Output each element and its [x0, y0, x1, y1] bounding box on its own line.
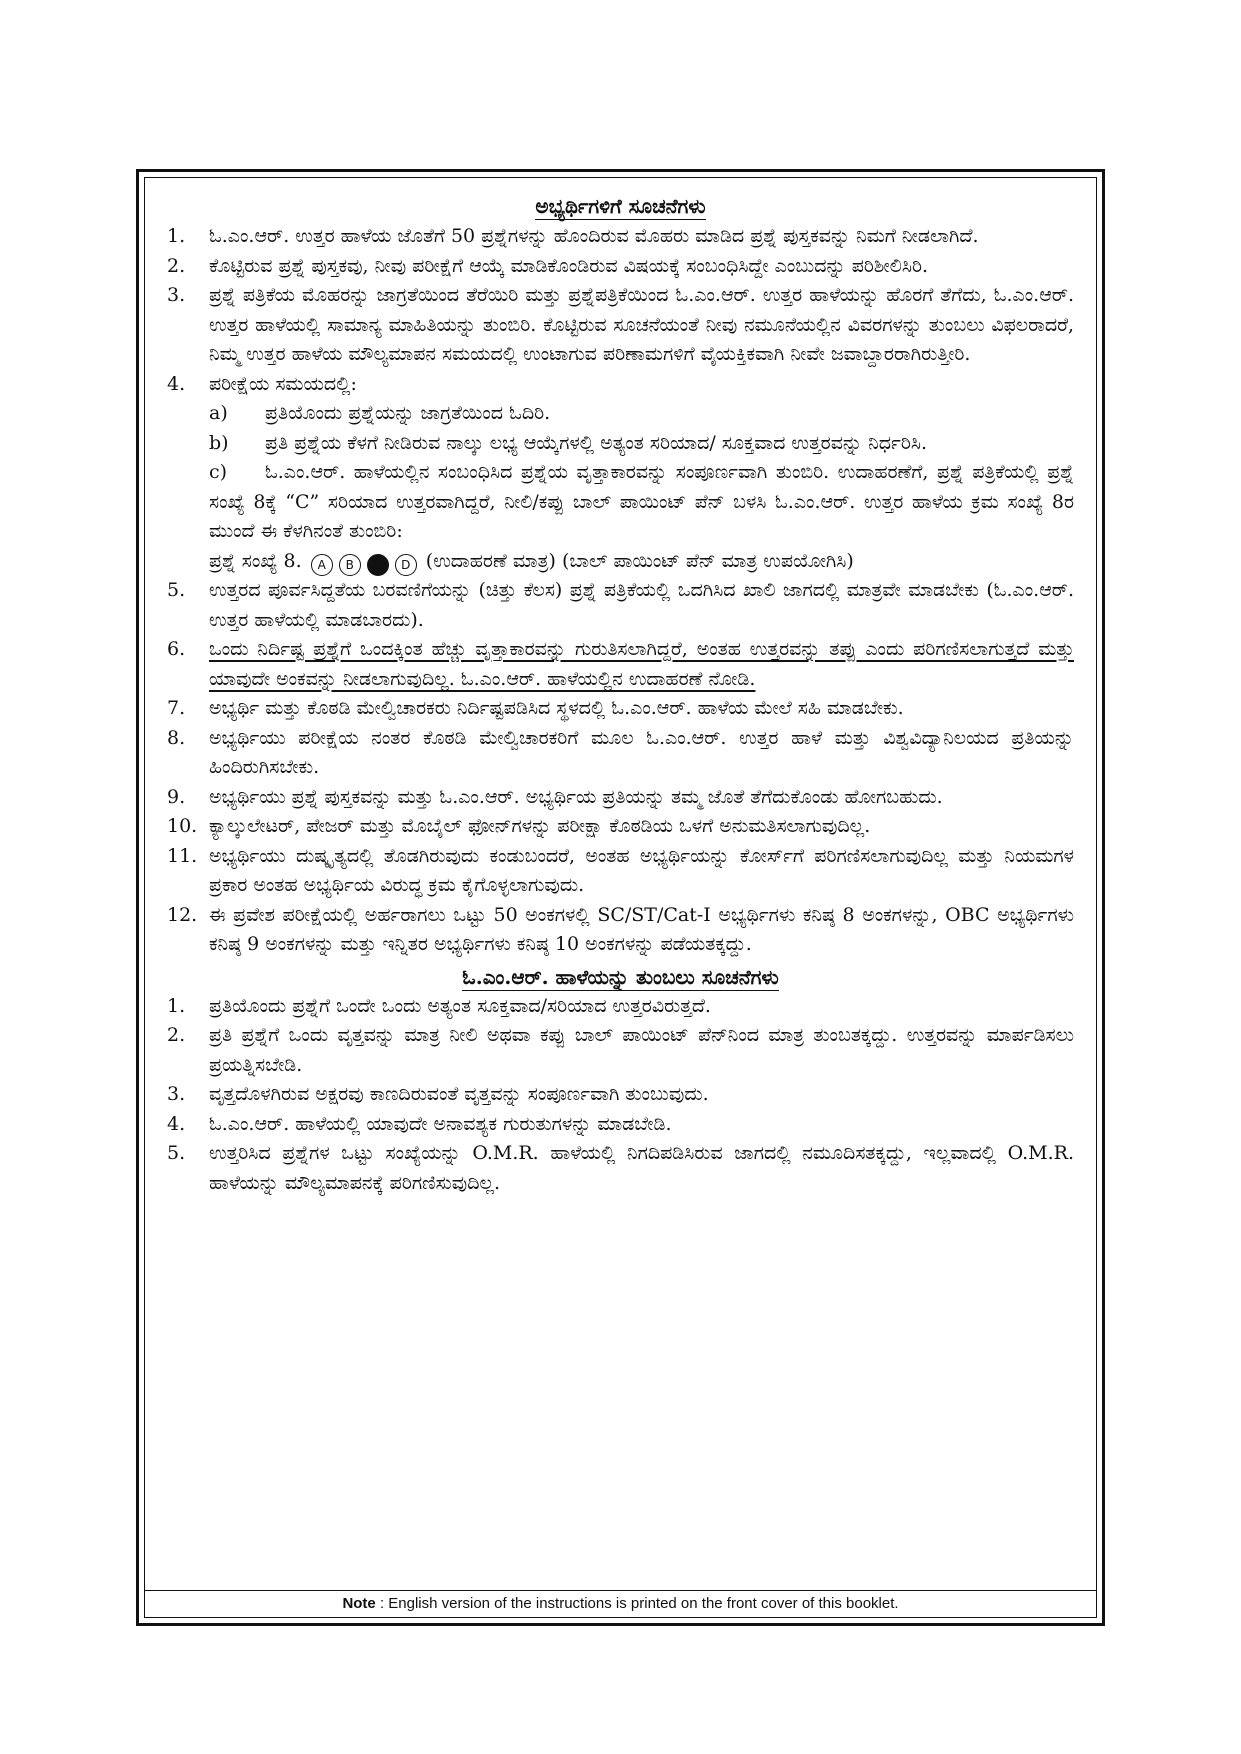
instruction-item-number: 4.: [167, 372, 186, 395]
note-footer: [145, 1590, 1096, 1617]
instruction-item-text: ಅಭ್ಯರ್ಥಿಯು ಪರೀಕ್ಷೆಯ ನಂತರ ಕೊಠಡಿ ಮೇಲ್ವಿಚಾರಕರಿಗೆ ಮೂಲ ಓ.ಎಂ.ಆರ್. ಉತ್ತರ ಹಾಳೆ ಮತ್ತು ವಿಶ್ವವಿದ್ಯಾನಿಲಯದ ಪ್ರತಿಯನ್ನು ಹಿಂದಿರುಗಿಸಬೇಕು.: [209, 726, 1074, 778]
omr-instruction-item: [167, 1080, 1074, 1110]
omr-instruction-item-text: ಪ್ರತಿಯೊಂದು ಪ್ರಶ್ನೆಗೆ ಒಂದೇ ಒಂದು ಅತ್ಯಂತ ಸೂಕ್ತವಾದ/ಸರಿಯಾದ ಉತ್ತರವಿರುತ್ತದೆ.: [209, 994, 711, 1017]
instruction-item-text: ಈ ಪ್ರವೇಶ ಪರೀಕ್ಷೆಯಲ್ಲಿ ಅರ್ಹರಾಗಲು ಒಟ್ಟು 50 ಅಂಕಗಳಲ್ಲಿ SC/ST/Cat-I ಅಭ್ಯರ್ಥಿಗಳು ಕನಿಷ್ಠ 8 ಅಂಕಗಳನ್ನು, OBC ಅಭ್ಯರ್ಥಿಗಳು ಕನಿಷ್ಠ 9 ಅಂಕಗಳನ್ನು ಮತ್ತು ಇನ್ನಿತರ ಅಭ್ಯರ್ಥಿಗಳು ಕನಿಷ್ಠ 10 ಅಂಕಗಳನ್ನು ಪಡೆಯತಕ್ಕದ್ದು.: [209, 903, 1074, 955]
instruction-item-number: 3.: [167, 284, 186, 306]
instruction-item-text: ಅಭ್ಯರ್ಥಿ ಮತ್ತು ಕೊಠಡಿ ಮೇಲ್ವಿಚಾರಕರು ನಿರ್ದಿಷ್ಟಪಡಿಸಿದ ಸ್ಥಳದಲ್ಲಿ ಓ.ಎಂ.ಆರ್. ಹಾಳೆಯ ಮೇಲೆ ಸಹಿ ಮಾಡಬೇಕು.: [209, 697, 904, 719]
omr-instruction-item-text: ಉತ್ತರಿಸಿದ ಪ್ರಶ್ನೆಗಳ ಒಟ್ಟು ಸಂಖ್ಯೆಯನ್ನು O.M.R. ಹಾಳೆಯಲ್ಲಿ ನಿಗದಿಪಡಿಸಿರುವ ಜಾಗದಲ್ಲಿ ನಮೂದಿಸತಕ್ಕದ್ದು, ಇಲ್ಲವಾದಲ್ಲಿ O.M.R. ಹಾಳೆಯನ್ನು ಮೌಲ್ಯಮಾಪನಕ್ಕೆ ಪರಿಗಣಿಸುವುದಿಲ್ಲ.: [209, 1142, 1074, 1194]
note-text: : English version of the instructions is printed on the front cover of this booklet.: [375, 1595, 899, 1612]
instruction-item-text: ಓ.ಎಂ.ಆರ್. ಉತ್ತರ ಹಾಳೆಯ ಜೊತೆಗೆ 50 ಪ್ರಶ್ನೆಗಳನ್ನು ಹೊಂದಿರುವ ಮೊಹರು ಮಾಡಿದ ಪ್ರಶ್ನೆ ಪುಸ್ತಕವನ್ನು ನಿಮಗೆ ನೀಡಲಾಗಿದೆ.: [209, 225, 979, 247]
omr-instruction-item-text: ವೃತ್ತದೊಳಗಿರುವ ಅಕ್ಷರವು ಕಾಣದಿರುವಂತೆ ವೃತ್ತವನ್ನು ಸಂಪೂರ್ಣವಾಗಿ ತುಂಬುವುದು.: [209, 1083, 709, 1105]
instruction-item: [167, 281, 1074, 370]
instruction-item: [167, 222, 1074, 252]
item-4c: [167, 458, 1074, 547]
item-4b-text: ಪ್ರತಿ ಪ್ರಶ್ನೆಯ ಕೆಳಗೆ ನೀಡಿರುವ ನಾಲ್ಕು ಲಭ್ಯ ಆಯ್ಕೆಗಳಲ್ಲಿ ಅತ್ಯಂತ ಸರಿಯಾದ/ ಸೂಕ್ತವಾದ ಉತ್ತರವನ್ನು ನಿರ್ಧರಿಸಿ.: [265, 431, 927, 454]
instruction-item: [167, 783, 1074, 813]
instruction-item-number: 5.: [167, 579, 186, 601]
example-suffix: (ಉದಾಹರಣೆ ಮಾತ್ರ) (ಬಾಲ್ ಪಾಯಿಂಟ್ ಪೆನ್ ಮಾತ್ರ ಉಪಯೋಗಿಸಿ): [425, 549, 854, 572]
instruction-item: [167, 901, 1074, 960]
item-4b-label: b): [209, 431, 229, 454]
instruction-item-number: 2.: [167, 254, 186, 277]
instruction-item-number: 8.: [167, 726, 186, 749]
item-4c-text: ಓ.ಎಂ.ಆರ್. ಹಾಳೆಯಲ್ಲಿನ ಸಂಬಂಧಿಸಿದ ಪ್ರಶ್ನೆಯ ವೃತ್ತಾಕಾರವನ್ನು ಸಂಪೂರ್ಣವಾಗಿ ತುಂಬಿರಿ. ಉದಾಹರಣೆಗೆ, ಪ್ರಶ್ನೆ ಪತ್ರಿಕೆಯಲ್ಲಿ ಪ್ರಶ್ನೆ ಸಂಖ್ಯೆ 8ಕ್ಕೆ “C” ಸರಿಯಾದ ಉತ್ತರವಾಗಿದ್ದರೆ, ನೀಲಿ/ಕಪ್ಪು ಬಾಲ್ ಪಾಯಿಂಟ್ ಪೆನ್ ಬಳಸಿ ಓ.ಎಂ.ಆರ್. ಉತ್ತರ ಹಾಳೆಯ ಕ್ರಮ ಸಂಖ್ಯೆ 8ರ ಮುಂದೆ ಈ ಕೆಳಗಿನಂತೆ ತುಂಬಿರಿ:: [209, 461, 1074, 542]
omr-instruction-item-number: 3.: [167, 1083, 186, 1105]
omr-instruction-item-text: ಓ.ಎಂ.ಆರ್. ಹಾಳೆಯಲ್ಲಿ ಯಾವುದೇ ಅನಾವಶ್ಯಕ ಗುರುತುಗಳನ್ನು ಮಾಡಬೇಡಿ.: [209, 1112, 672, 1135]
instruction-item: [167, 724, 1074, 783]
bubble-c-filled-icon: C: [367, 554, 389, 576]
instruction-item-number: 1.: [167, 225, 186, 247]
instruction-item-text: ಪರೀಕ್ಷೆಯ ಸಮಯದಲ್ಲಿ:: [209, 372, 357, 395]
item-4b: [167, 429, 1074, 459]
omr-instruction-item: [167, 1139, 1074, 1198]
item-4a-text: ಪ್ರತಿಯೊಂದು ಪ್ರಶ್ನೆಯನ್ನು ಜಾಗ್ರತೆಯಿಂದ ಓದಿರಿ.: [265, 402, 551, 424]
instruction-list-1: [167, 222, 1074, 399]
instruction-box: [136, 169, 1105, 1626]
instruction-item-text: ಪ್ರಶ್ನೆ ಪತ್ರಿಕೆಯ ಮೊಹರನ್ನು ಜಾಗ್ರತೆಯಿಂದ ತೆರೆಯಿರಿ ಮತ್ತು ಪ್ರಶ್ನೆಪತ್ರಿಕೆಯಿಂದ ಓ.ಎಂ.ಆರ್. ಉತ್ತರ ಹಾಳೆಯನ್ನು ಹೊರಗೆ ತೆಗೆದು, ಓ.ಎಂ.ಆರ್. ಉತ್ತರ ಹಾಳೆಯಲ್ಲಿ ಸಾಮಾನ್ಯ ಮಾಹಿತಿಯನ್ನು ತುಂಬಿರಿ. ಕೊಟ್ಟಿರುವ ಸೂಚನೆಯಂತೆ ನೀವು ನಮೂನೆಯಲ್ಲಿನ ವಿವರಗಳನ್ನು ತುಂಬಲು ವಿಫಲರಾದರೆ, ನಿಮ್ಮ ಉತ್ತರ ಹಾಳೆಯ ಮೌಲ್ಯಮಾಪನ ಸಮಯದಲ್ಲಿ ಉಂಟಾಗುವ ಪರಿಣಾಮಗಳಿಗೆ ವೈಯಕ್ತಿಕವಾಗಿ ನೀವೇ ಜವಾಬ್ದಾರರಾಗಿರುತ್ತೀರಿ.: [209, 284, 1074, 365]
instruction-item-text: ಉತ್ತರದ ಪೂರ್ವಸಿದ್ದತೆಯ ಬರವಣಿಗೆಯನ್ನು (ಚಿತ್ತು ಕೆಲಸ) ಪ್ರಶ್ನೆ ಪತ್ರಿಕೆಯಲ್ಲಿ ಒದಗಿಸಿದ ಖಾಲಿ ಜಾಗದಲ್ಲಿ ಮಾತ್ರವೇ ಮಾಡಬೇಕು (ಓ.ಎಂ.ಆರ್. ಉತ್ತರ ಹಾಳೆಯಲ್ಲಿ ಮಾಡಬಾರದು).: [209, 579, 1074, 631]
instruction-box-inner: [144, 177, 1097, 1618]
instructions-content: [167, 192, 1074, 1198]
example-prefix: ಪ್ರಶ್ನೆ ಸಂಖ್ಯೆ 8.: [209, 549, 302, 572]
omr-instruction-item-number: 1.: [167, 994, 186, 1017]
instruction-item-text: ಒಂದು ನಿರ್ದಿಷ್ಟ ಪ್ರಶ್ನೆಗೆ ಒಂದಕ್ಕಿಂತ ಹೆಚ್ಚು ವೃತ್ತಾಕಾರವನ್ನು ಗುರುತಿಸಲಾಗಿದ್ದರೆ, ಅಂತಹ ಉತ್ತರವನ್ನು ತಪ್ಪು ಎಂದು ಪರಿಗಣಿಸಲಾಗುತ್ತದೆ ಮತ್ತು ಯಾವುದೇ ಅಂಕವನ್ನು ನೀಡಲಾಗುವುದಿಲ್ಲ. ಓ.ಎಂ.ಆರ್. ಹಾಳೆಯಲ್ಲಿನ ಉದಾಹರಣೆ ನೋಡಿ.: [209, 638, 1074, 690]
omr-instruction-item: [167, 1021, 1074, 1080]
instruction-item: [167, 252, 1074, 282]
omr-instruction-item-text: ಪ್ರತಿ ಪ್ರಶ್ನೆಗೆ ಒಂದು ವೃತ್ತವನ್ನು ಮಾತ್ರ ನೀಲಿ ಅಥವಾ ಕಪ್ಪು ಬಾಲ್ ಪಾಯಿಂಟ್ ಪೆನ್‌ನಿಂದ ಮಾತ್ರ ತುಂಬತಕ್ಕದ್ದು. ಉತ್ತರವನ್ನು ಮಾರ್ಪಡಿಸಲು ಪ್ರಯತ್ನಿಸಬೇಡಿ.: [209, 1024, 1074, 1076]
instruction-item-number: 12.: [167, 903, 198, 926]
item-4a-label: a): [209, 402, 228, 424]
instruction-list-2: [167, 576, 1074, 960]
instruction-item-text: ಅಭ್ಯರ್ಥಿಯು ದುಷ್ಕೃತ್ಯದಲ್ಲಿ ತೊಡಗಿರುವುದು ಕಂಡುಬಂದರೆ, ಅಂತಹ ಅಭ್ಯರ್ಥಿಯನ್ನು ಕೋರ್ಸ್‌ಗೆ ಪರಿಗಣಿಸಲಾಗುವುದಿಲ್ಲ ಮತ್ತು ನಿಯಮಗಳ ಪ್ರಕಾರ ಅಂತಹ ಅಭ್ಯರ್ಥಿಯ ವಿರುದ್ಧ ಕ್ರಮ ಕೈಗೊಳ್ಳಲಾಗುವುದು.: [209, 844, 1074, 896]
heading-omr-instructions: ಓ.ಎಂ.ಆರ್. ಹಾಳೆಯನ್ನು ತುಂಬಲು ಸೂಚನೆಗಳು: [462, 964, 779, 989]
bubble-b-icon: B: [339, 554, 361, 576]
note-label: Note: [342, 1595, 376, 1612]
instruction-item-text: ಕ್ಯಾಲ್ಕುಲೇಟರ್, ಪೇಜರ್ ಮತ್ತು ಮೊಬೈಲ್ ಫೋನ್‌ಗಳನ್ನು ಪರೀಕ್ಷಾ ಕೊಠಡಿಯ ಒಳಗೆ ಅನುಮತಿಸಲಾಗುವುದಿಲ್ಲ.: [209, 815, 871, 837]
instruction-item: [167, 576, 1074, 635]
instruction-item-number: 11.: [167, 844, 198, 867]
omr-instruction-item-number: 4.: [167, 1112, 186, 1135]
omr-instruction-item-number: 2.: [167, 1024, 186, 1046]
instruction-item-text: ಕೊಟ್ಟಿರುವ ಪ್ರಶ್ನೆ ಪುಸ್ತಕವು, ನೀವು ಪರೀಕ್ಷೆಗೆ ಆಯ್ಕೆ ಮಾಡಿಕೊಂಡಿರುವ ವಿಷಯಕ್ಕೆ ಸಂಬಂಧಿಸಿದ್ದೇ ಎಂಬುದನ್ನು ಪರಿಶೀಲಿಸಿರಿ.: [209, 254, 929, 277]
instruction-item-number: 10.: [167, 815, 198, 837]
item-4c-label: c): [209, 461, 228, 483]
instruction-item: [167, 842, 1074, 901]
instruction-item-text: ಅಭ್ಯರ್ಥಿಯು ಪ್ರಶ್ನೆ ಪುಸ್ತಕವನ್ನು ಮತ್ತು ಓ.ಎಂ.ಆರ್. ಅಭ್ಯರ್ಥಿಯ ಪ್ರತಿಯನ್ನು ತಮ್ಮ ಜೊತೆ ತೆಗೆದುಕೊಂಡು ಹೋಗಬಹುದು.: [209, 785, 943, 808]
bubble-d-icon: D: [395, 554, 417, 576]
bubble-a-icon: A: [311, 554, 333, 576]
instruction-item-number: 7.: [167, 697, 186, 719]
instruction-item: [167, 370, 1074, 400]
instruction-item-number: 6.: [167, 638, 186, 660]
heading-candidate-instructions: ಅಭ್ಯರ್ಥಿಗಳಿಗೆ ಸೂಚನೆಗಳು: [535, 194, 706, 218]
instruction-item: [167, 635, 1074, 694]
omr-instruction-item-number: 5.: [167, 1142, 186, 1164]
instruction-item: [167, 812, 1074, 842]
omr-instruction-item: [167, 992, 1074, 1022]
omr-instruction-item: [167, 1110, 1074, 1140]
omr-instruction-list: [167, 992, 1074, 1199]
bubble-example: [167, 547, 1074, 577]
item-4a: [167, 399, 1074, 429]
instruction-item-number: 9.: [167, 785, 186, 808]
instruction-item: [167, 694, 1074, 724]
